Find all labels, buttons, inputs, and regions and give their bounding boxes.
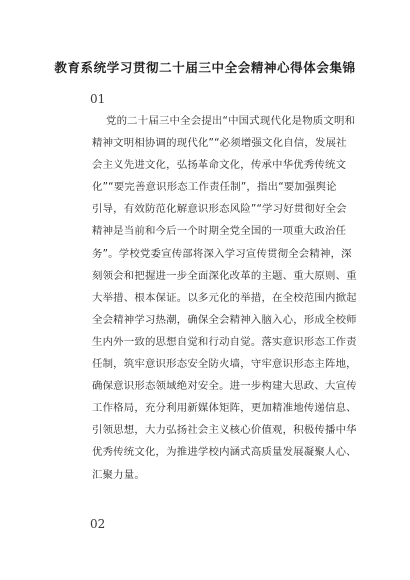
paragraph-line: 汇聚力量。: [92, 468, 145, 481]
document-title: 教育系统学习贯彻二十届三中全会精神心得体会集锦: [54, 60, 356, 75]
section-number-02: 02: [90, 517, 106, 531]
paragraph-line: 大举措、根本保证。以多元化的举措，在全校范围内掀起: [92, 291, 357, 304]
paragraph-line: 引导，有效防范化解意识形态风险”“学习好贯彻好全会: [92, 203, 347, 216]
paragraph-line: 会主义先进文化，弘扬革命文化，传承中华优秀传统文: [92, 159, 347, 172]
section-number-01: 01: [90, 92, 106, 106]
paragraph-line: 刻领会和把握进一步全面深化改革的主题、重大原则、重: [92, 269, 357, 282]
paragraph-line: 任制，筑牢意识形态安全防火墙，守牢意识形态主阵地，: [92, 358, 357, 371]
section-01-paragraph: [92, 110, 357, 486]
paragraph-line: 生内外一致的思想自觉和行动自觉。落实意识形态工作责: [92, 335, 357, 348]
paragraph-line: 务”。学校党委宣传部将深入学习宣传贯彻全会精神，深: [92, 247, 352, 260]
paragraph-line: 引领思想，大力弘扬社会主义核心价值观，积极传播中华: [92, 424, 357, 437]
paragraph-line: 工作格局，充分利用新媒体矩阵，更加精准地传递信息、: [92, 402, 357, 415]
paragraph-line: 党的二十届三中全会提出“中国式现代化是物质文明和: [106, 115, 356, 127]
paragraph-line: 确保意识形态领域绝对安全。进一步构建大思政、大宣传: [92, 380, 357, 393]
paragraph-line: 精神文明相协调的现代化”“必须增强文化自信，发展社: [92, 137, 347, 150]
paragraph-line: 优秀传统文化，为推进学校内涵式高质量发展凝聚人心、: [92, 446, 357, 459]
paragraph-line: 全会精神学习热潮，确保全会精神入脑入心，形成全校师: [92, 313, 357, 326]
paragraph-line: 精神是当前和今后一个时期全党全国的一项重大政治任: [92, 225, 347, 238]
paragraph-line: 化”“要完善意识形态工作责任制”，指出“要加强舆论: [92, 181, 337, 194]
